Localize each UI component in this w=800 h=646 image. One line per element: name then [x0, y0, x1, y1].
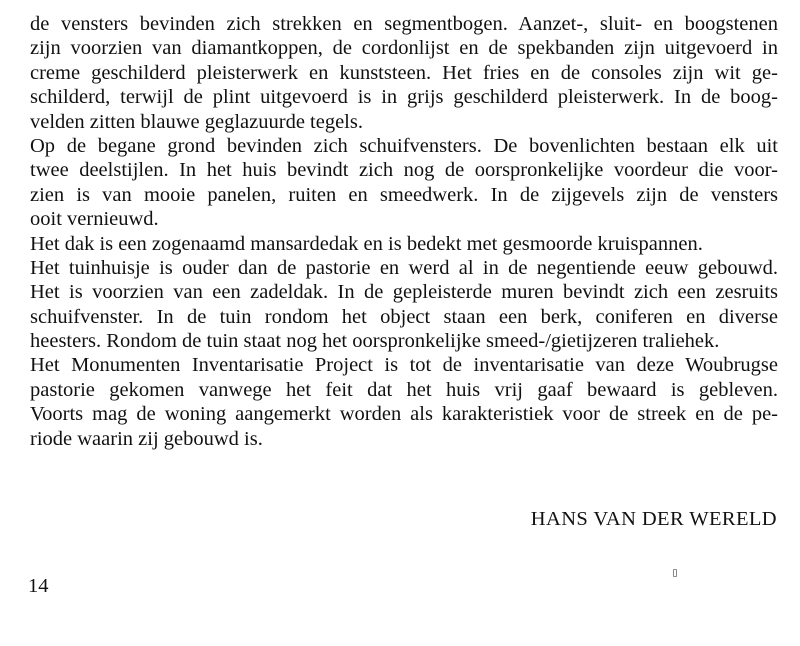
author-signature: HANS VAN DER WERELD [530, 508, 777, 530]
text-line: creme geschilderd pleisterwerk en kunststeen. Het fries en de consoles zijn wit ge- [30, 61, 778, 84]
text-line: velden zitten blauwe geglazuurde tegels. [30, 110, 363, 133]
text-line: Het Monumenten Inventarisatie Project is tot de inventarisatie van deze Woubrugse [30, 354, 778, 377]
text-line: de vensters bevinden zich strekken en segmentbogen. Aanzet-, sluit- en boogstenen [30, 13, 778, 35]
scan-speck [673, 569, 677, 577]
text-line: riode waarin zij gebouwd is. [30, 427, 263, 450]
text-line: Op de begane grond bevinden zich schuifvensters. De bovenlichten bestaan elk uit [30, 134, 778, 157]
text-line: Voorts mag de woning aangemerkt worden als karakteristiek voor de streek en de pe- [30, 403, 778, 426]
text-line: pastorie gekomen vanwege het feit dat het huis vrij gaaf bewaard is gebleven. [30, 378, 778, 401]
text-line: Het tuinhuisje is ouder dan de pastorie en werd al in de negentiende eeuw gebouwd. [30, 256, 778, 279]
text-line: zien is van mooie panelen, ruiten en smeedwerk. In de zijgevels zijn de vensters [30, 183, 778, 206]
article-body [30, 12, 778, 451]
text-line: schuifvenster. In de tuin rondom het object staan een berk, coniferen en diverse [30, 305, 778, 328]
text-line: zijn voorzien van diamantkoppen, de cordonlijst en de spekbanden zijn uitgevoerd in [30, 37, 778, 60]
page-number: 14 [28, 575, 49, 597]
text-line: schilderd, terwijl de plint uitgevoerd is in grijs geschilderd pleisterwerk. In de boog- [30, 86, 778, 109]
text-line: Het dak is een zogenaamd mansardedak en is bedekt met gesmoorde kruispannen. [30, 232, 703, 255]
text-line: twee deelstijlen. In het huis bevindt zich nog de oorspronkelijke voordeur die voor- [30, 159, 778, 182]
text-line: heesters. Rondom de tuin staat nog het oorspronkelijke smeed-/gietijzeren traliehek. [30, 330, 720, 353]
text-line: ooit vernieuwd. [30, 208, 159, 231]
text-line: Het is voorzien van een zadeldak. In de gepleisterde muren bevindt zich een zesruits [30, 281, 778, 304]
